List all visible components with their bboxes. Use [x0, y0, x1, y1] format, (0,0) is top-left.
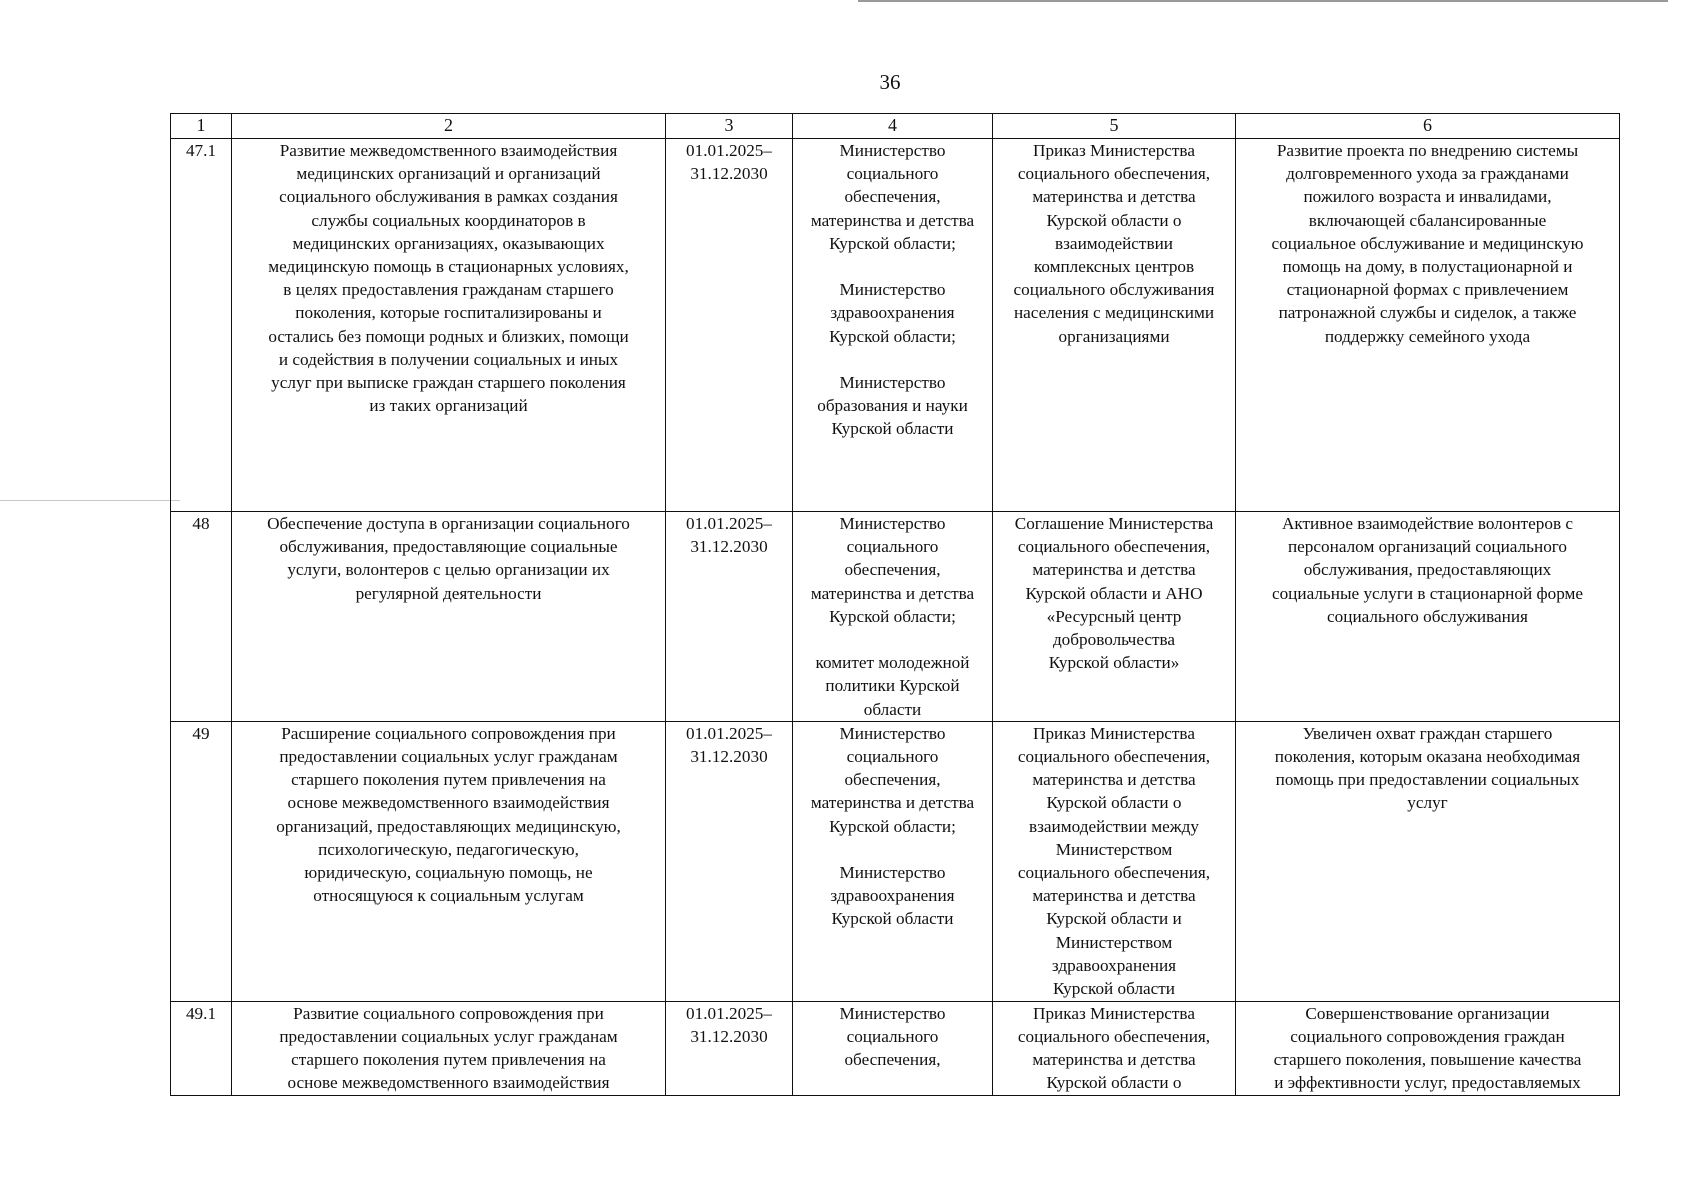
text-line: Министерством — [1055, 839, 1173, 859]
text-line: здравоохранения — [830, 303, 955, 323]
action-plan-table — [170, 113, 1620, 1096]
regulatory-document — [993, 1001, 1236, 1095]
text-line: обслуживания, предоставляющих — [1303, 560, 1552, 580]
text-line: обеспечения, — [844, 1050, 941, 1070]
text-line: Активное взаимодействие волонтеров с — [1281, 514, 1574, 533]
text-line: Курской области и АНО — [1025, 583, 1203, 603]
text-line: Приказ Министерства — [1033, 723, 1195, 743]
text-line: пожилого возраста и инвалидами, — [1303, 187, 1552, 207]
line-gap — [795, 255, 990, 278]
text-line: Министерство — [839, 280, 946, 300]
text-line: помощь на дому, в полустационарной и — [1282, 257, 1573, 277]
text-line: Министерство — [839, 723, 946, 743]
item-number: 48 — [171, 512, 232, 722]
text-line: материнства и детства — [1032, 1050, 1196, 1070]
text-line: Курской области о — [1046, 210, 1182, 230]
implementation-period — [666, 512, 793, 722]
column-header: 4 — [793, 114, 993, 139]
responsible-executors — [793, 139, 993, 512]
column-header: 3 — [666, 114, 793, 139]
table-row — [171, 721, 1620, 1001]
period-start: 01.01.2025– — [686, 723, 772, 743]
page-number: 36 — [879, 70, 901, 94]
text-line: обеспечения, — [844, 560, 941, 580]
text-line: обслуживания, предоставляющие социальные — [279, 537, 618, 557]
text-line: материнства и детства — [810, 793, 975, 813]
text-line: стационарной формах с привлечением — [1286, 280, 1569, 300]
text-line: социального — [846, 537, 939, 557]
text-line: материнства и детства — [810, 210, 975, 230]
text-line: предоставлении социальных услуг гражданам — [279, 1027, 618, 1047]
text-line: поддержку семейного ухода — [1324, 326, 1531, 346]
text-line: комплексных центров — [1033, 257, 1195, 277]
text-line: Министерство — [839, 373, 946, 392]
table-row — [171, 139, 1620, 512]
text-line: здравоохранения — [1051, 955, 1177, 975]
text-line: старшего поколения путем привлечения на — [291, 1050, 606, 1070]
text-line: Министерство — [839, 863, 946, 883]
text-line: Приказ Министерства — [1033, 1003, 1195, 1023]
responsible-executors — [793, 1001, 993, 1095]
period-end: 31.12.2030 — [690, 747, 768, 767]
text-line: и содействия в получении социальных и иных — [278, 349, 619, 369]
text-line: основе межведомственного взаимодействия — [287, 793, 610, 813]
text-line: социального — [846, 1027, 939, 1047]
top-scan-rule — [858, 0, 1668, 2]
text-line: Курской области» — [1048, 653, 1180, 673]
text-line: относящуюся к социальным услугам — [313, 886, 584, 906]
text-line: Курской области — [831, 909, 954, 929]
column-header: 6 — [1236, 114, 1620, 139]
text-line: Министерство — [839, 141, 946, 160]
text-line: области — [863, 699, 922, 719]
text-line: социального обслуживания в рамках создания — [279, 187, 618, 207]
text-line: поколения, которые госпитализированы и — [295, 303, 602, 323]
text-line: помощь при предоставлении социальных — [1275, 770, 1580, 790]
text-line: долговременного ухода за гражданами — [1286, 164, 1569, 184]
text-line: медицинских организаций и организаций — [296, 164, 601, 184]
expected-result — [1236, 512, 1620, 722]
text-line: обеспечения, — [844, 770, 941, 790]
text-line: из таких организаций — [369, 396, 528, 416]
regulatory-document — [993, 721, 1236, 1001]
text-line: старшего поколения путем привлечения на — [291, 770, 606, 790]
text-line: Министерство — [839, 514, 946, 533]
implementation-period — [666, 1001, 793, 1095]
implementation-period — [666, 721, 793, 1001]
text-line: старшего поколения, повышение качества — [1273, 1050, 1582, 1070]
text-line: материнства и детства — [1032, 560, 1196, 580]
text-line: Курской области — [1052, 979, 1175, 999]
text-line: Министерством — [1055, 932, 1173, 952]
table-row — [171, 512, 1620, 722]
text-line: материнства и детства — [810, 583, 975, 603]
text-line: политики Курской — [825, 676, 960, 696]
text-line: патронажной службы и сиделок, а также — [1278, 303, 1577, 323]
period-start: 01.01.2025– — [686, 141, 772, 160]
text-line: Курской области о — [1046, 1073, 1182, 1093]
text-line: социального обслуживания — [1327, 606, 1528, 626]
text-line: социального обеспечения, — [1017, 747, 1211, 767]
text-line: Обеспечение доступа в организации социального — [267, 514, 630, 533]
text-line: социального обеспечения, — [1017, 164, 1211, 184]
text-line: поколения, которым оказана необходимая — [1274, 747, 1581, 767]
expected-result — [1236, 139, 1620, 512]
text-line: материнства и детства — [1032, 187, 1196, 207]
responsible-executors — [793, 512, 993, 722]
column-header: 1 — [171, 114, 232, 139]
text-line: комитет молодежной — [815, 653, 970, 673]
text-line: Курской области; — [829, 326, 956, 346]
text-line: социального — [846, 164, 939, 184]
implementation-period — [666, 139, 793, 512]
period-end: 31.12.2030 — [690, 1027, 768, 1047]
text-line: Курской области о — [1046, 793, 1182, 813]
text-line: медицинских организациях, оказывающих — [292, 233, 605, 253]
text-line: Курской области; — [829, 816, 956, 836]
text-line: организациями — [1058, 326, 1170, 346]
regulatory-document — [993, 139, 1236, 512]
text-line: Курской области и — [1046, 909, 1182, 929]
text-line: населения с медицинскими — [1013, 303, 1215, 323]
text-line: Совершенствование организации — [1305, 1003, 1550, 1023]
text-line: и эффективности услуг, предоставляемых — [1274, 1073, 1581, 1093]
text-line: социального сопровождения граждан — [1290, 1027, 1565, 1047]
text-line: Развитие межведомственного взаимодействия — [279, 141, 618, 160]
text-line: социальное обслуживание и медицинскую — [1271, 233, 1584, 253]
text-line: предоставлении социальных услуг гражданам — [279, 747, 618, 767]
text-line: взаимодействии — [1055, 233, 1173, 253]
text-line: службы социальных координаторов в — [311, 210, 586, 230]
text-line: услуги, волонтеров с целью организации их — [287, 560, 610, 580]
text-line: персоналом организаций социального — [1287, 537, 1568, 557]
text-line: социального — [846, 747, 939, 767]
text-line: Министерство — [839, 1003, 946, 1023]
left-margin-mark — [0, 500, 180, 501]
text-line: организаций, предоставляющих медицинскую, — [276, 816, 621, 836]
text-line: социальные услуги в стационарной форме — [1271, 583, 1584, 603]
text-line: включающей сбалансированные — [1308, 210, 1547, 230]
text-line: образования и науки — [817, 396, 968, 416]
expected-result — [1236, 721, 1620, 1001]
period-start: 01.01.2025– — [686, 514, 772, 533]
text-line: основе межведомственного взаимодействия — [287, 1073, 610, 1093]
text-line: Курской области — [831, 419, 954, 439]
item-number: 49 — [171, 721, 232, 1001]
regulatory-document — [993, 512, 1236, 722]
text-line: добровольчества — [1052, 630, 1176, 650]
measure-description — [232, 1001, 666, 1095]
text-line: здравоохранения — [830, 886, 955, 906]
measure-description — [232, 139, 666, 512]
text-line: материнства и детства — [1032, 886, 1196, 906]
text-line: социального обеспечения, — [1017, 863, 1211, 883]
text-line: услуг при выписке граждан старшего поколения — [271, 373, 626, 393]
item-number: 49.1 — [171, 1001, 232, 1095]
period-end: 31.12.2030 — [690, 164, 768, 184]
text-line: социального обеспечения, — [1017, 537, 1211, 557]
text-line: Приказ Министерства — [1033, 141, 1195, 160]
measure-description — [232, 512, 666, 722]
column-header: 2 — [232, 114, 666, 139]
text-line: юридическую, социальную помощь, не — [304, 863, 593, 883]
text-line: социального обслуживания — [1013, 280, 1215, 300]
text-line: психологическую, педагогическую, — [318, 839, 579, 859]
text-line: материнства и детства — [1032, 770, 1196, 790]
text-line: Развитие проекта по внедрению системы — [1276, 141, 1579, 160]
text-line: обеспечения, — [844, 187, 941, 207]
line-gap — [795, 628, 990, 651]
line-gap — [795, 348, 990, 371]
text-line: Курской области; — [829, 233, 956, 253]
measure-description — [232, 721, 666, 1001]
expected-result — [1236, 1001, 1620, 1095]
text-line: регулярной деятельности — [355, 583, 542, 603]
text-line: социального обеспечения, — [1017, 1027, 1211, 1047]
table-row — [171, 1001, 1620, 1095]
text-line: Соглашение Министерства — [1014, 514, 1214, 533]
responsible-executors — [793, 721, 993, 1001]
text-line: Курской области; — [829, 606, 956, 626]
text-line: взаимодействии между — [1029, 816, 1199, 836]
table-header-row — [171, 114, 1620, 139]
text-line: «Ресурсный центр — [1046, 606, 1182, 626]
column-header: 5 — [993, 114, 1236, 139]
item-number: 47.1 — [171, 139, 232, 512]
period-start: 01.01.2025– — [686, 1003, 772, 1023]
text-line: Развитие социального сопровождения при — [293, 1003, 604, 1023]
line-gap — [795, 838, 990, 861]
text-line: услуг — [1407, 793, 1448, 813]
text-line: Расширение социального сопровождения при — [281, 723, 616, 743]
text-line: остались без помощи родных и близких, помощи — [268, 326, 629, 346]
text-line: медицинскую помощь в стационарных условиях, — [268, 257, 629, 277]
text-line: в целях предоставления гражданам старшего — [283, 280, 614, 300]
text-line: Увеличен охват граждан старшего — [1302, 723, 1553, 743]
period-end: 31.12.2030 — [690, 537, 768, 557]
